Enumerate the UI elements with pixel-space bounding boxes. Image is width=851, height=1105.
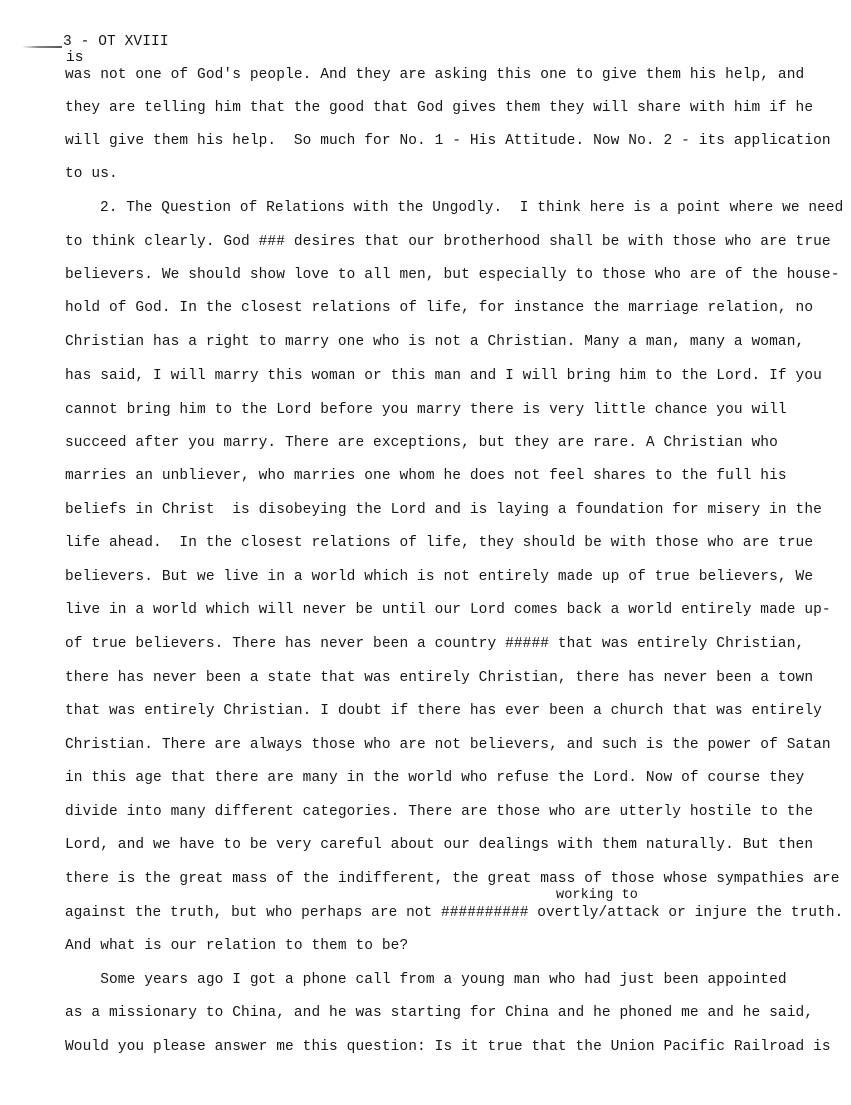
text-line-14: beliefs in Christ is disobeying the Lord and is laying a foundation for misery in the (65, 502, 822, 518)
text-line-23: divide into many different categories. There are those who are utterly hostile to the (65, 804, 814, 820)
text-line-2: they are telling him that the good that God gives them they will share with him if he (65, 100, 814, 116)
text-line-13: marries an unbliever, who marries one whom he does not feel shares to the full his (65, 468, 787, 484)
text-line-24: Lord, and we have to be very careful about our dealings with them naturally. But then (65, 837, 814, 853)
text-line-19: there has never been a state that was entirely Christian, there has never been a town (65, 670, 814, 686)
text-line-17: live in a world which will never be until our Lord comes back a world entirely made up- (65, 602, 831, 618)
interlinear-insertion-is: is (66, 50, 84, 66)
text-line-30: Would you please answer me this question: Is it true that the Union Pacific Railroad is (65, 1039, 831, 1055)
text-line-6: to think clearly. God ### desires that our brotherhood shall be with those who are true (65, 234, 831, 250)
text-line-27: And what is our relation to them to be? (65, 938, 409, 954)
text-line-5: 2. The Question of Relations with the Ungodly. I think here is a point where we need (65, 200, 844, 216)
text-line-7: believers. We should show love to all men, but especially to those who are of the house- (65, 267, 840, 283)
text-line-29: as a missionary to China, and he was starting for China and he phoned me and he said, (65, 1005, 814, 1021)
interlinear-insertion-working-to: working to (556, 888, 639, 903)
text-line-9: Christian has a right to marry one who is not a Christian. Many a man, many a woman, (65, 334, 805, 350)
text-line-8: hold of God. In the closest relations of life, for instance the marriage relation, no (65, 300, 814, 316)
text-line-12: succeed after you marry. There are exceptions, but they are rare. A Christian who (65, 435, 778, 451)
text-line-10: has said, I will marry this woman or this man and I will bring him to the Lord. If you (65, 368, 822, 384)
text-line-15: life ahead. In the closest relations of life, they should be with those who are true (65, 535, 814, 551)
text-line-18: of true believers. There has never been a country ##### that was entirely Christian, (65, 636, 805, 652)
page-header: 3 - OT XVIII (63, 34, 169, 50)
text-line-1: was not one of God's people. And they are asking this one to give them his help, and (65, 67, 805, 83)
text-line-20: that was entirely Christian. I doubt if there has ever been a church that was entirely (65, 703, 822, 719)
margin-pencil-mark (22, 46, 62, 48)
text-line-26: against the truth, but who perhaps are not ########## overtly/attack or injure the truth. (65, 905, 844, 921)
text-line-4: to us. (65, 166, 118, 182)
text-line-25: there is the great mass of the indifferent, the great mass of those whose sympathies are (65, 871, 840, 887)
text-line-3: will give them his help. So much for No. 1 - His Attitude. Now No. 2 - its application (65, 133, 831, 149)
text-line-28: Some years ago I got a phone call from a young man who had just been appointed (65, 972, 787, 988)
text-line-16: believers. But we live in a world which is not entirely made up of true believers, We (65, 569, 814, 585)
text-line-11: cannot bring him to the Lord before you marry there is very little chance you will (65, 402, 787, 418)
text-line-21: Christian. There are always those who are not believers, and such is the power of Satan (65, 737, 831, 753)
text-line-22: in this age that there are many in the world who refuse the Lord. Now of course they (65, 770, 805, 786)
